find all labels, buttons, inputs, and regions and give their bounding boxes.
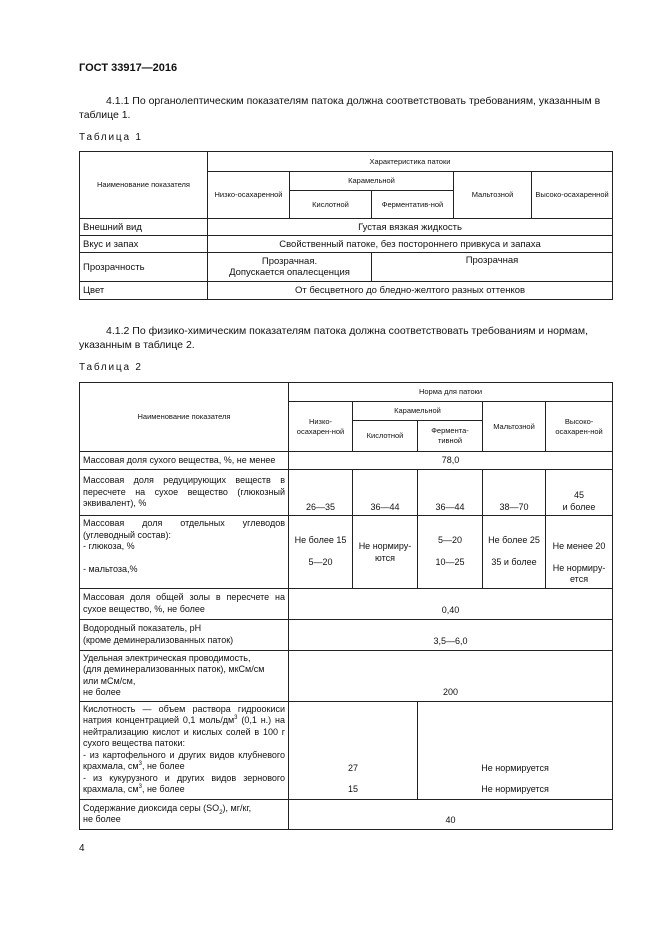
- table-row: [80, 219, 613, 236]
- table2-caption: Таблица 2: [79, 362, 143, 373]
- t1-row-value: [208, 253, 372, 282]
- t2-cell-line: и более: [562, 501, 596, 512]
- t2-row-value: 3,5—6,0: [289, 619, 613, 650]
- t2-cell: [483, 516, 546, 589]
- t2-cell-line: Не нормиру-: [358, 541, 412, 551]
- t2-row-value: 200: [289, 650, 613, 701]
- t1-row-name: Внешний вид: [80, 219, 208, 236]
- t2-header-caramel: Карамельной: [353, 402, 483, 421]
- t2-cell: [418, 516, 483, 589]
- t1-header-acid: Кислотной: [290, 191, 372, 219]
- t2-cell-line: Не менее 20: [552, 541, 606, 551]
- t1-header-maltose: Мальтозной: [454, 172, 532, 219]
- t2-name-line: - из картофельного и других видов клубневого крахмала, $см^3$, не более: [83, 749, 285, 771]
- t2-name-part: Кислотность — объем раствора гидроокиси натрия концентрацией 0,1 моль/дм: [83, 703, 285, 725]
- t2-cell: [289, 516, 353, 589]
- t1-row-name: Прозрачность: [80, 253, 208, 282]
- t2-row-name: Массовая доля сухого вещества, %, не менее: [80, 452, 289, 470]
- t1-header-low: Низко-осахаренной: [208, 172, 290, 219]
- t2-cell: [289, 701, 418, 799]
- t2-name-line: (для деминерализованных паток), мкСм/см: [83, 664, 265, 674]
- t2-cell: 36—44: [418, 470, 483, 516]
- t2-row-name: [80, 516, 289, 589]
- t2-cell: [418, 701, 613, 799]
- t2-name-line: - из кукурузного и других видов зернового крахмала, $см^3$, не более: [83, 772, 285, 794]
- t2-cell-line: ется: [569, 574, 589, 584]
- t1-row-value: От бесцветного до бледно-желтого разных оттенков: [208, 282, 613, 300]
- t2-cell-line: Не более 25: [488, 534, 540, 545]
- table-row: [80, 470, 613, 516]
- document-header: ГОСТ 33917—2016: [79, 62, 178, 74]
- table-row: [80, 282, 613, 300]
- t2-superscript: 3: [234, 715, 238, 721]
- t2-name-line: Удельная электрическая проводимость,: [83, 652, 251, 663]
- t2-cell: 36—44: [353, 470, 418, 516]
- table-row: [80, 253, 613, 282]
- table-row: [80, 701, 613, 799]
- t2-cell-line: Не нормируется: [481, 784, 549, 794]
- t2-cell-line: 5—20: [308, 557, 333, 568]
- t1-row-name: Вкус и запах: [80, 236, 208, 253]
- t2-cell-line: Не более 15: [294, 534, 347, 545]
- t1-row-name: Цвет: [80, 282, 208, 300]
- t1-row-value: Прозрачная: [372, 253, 613, 282]
- t2-name-line: или мСм/см,: [83, 675, 136, 686]
- table-row: [80, 588, 613, 619]
- table-row: [80, 619, 613, 650]
- t2-cell-line: 15: [347, 784, 358, 794]
- t2-name-line: - мальтоза,%: [83, 563, 138, 574]
- table-row: [80, 799, 613, 829]
- t2-row-value: 0,40: [289, 588, 613, 619]
- t2-row-value: 78,0: [289, 452, 613, 470]
- t2-name-line: - глюкоза, %: [83, 541, 135, 551]
- t1-value-line: Допускается опалесценция: [229, 267, 350, 278]
- table1-caption: Таблица 1: [79, 132, 143, 143]
- t2-cell-line: 10—25: [435, 557, 465, 568]
- t2-header-low: Низко-осахарен-ной: [289, 402, 353, 452]
- t2-row-name: [80, 650, 289, 701]
- t1-row-value: Свойственный патоке, без постороннего привкуса и запаха: [208, 236, 613, 253]
- table-row: [80, 516, 613, 589]
- table-2: [79, 382, 613, 830]
- t2-subscript: 2: [219, 809, 223, 816]
- t1-row-value: Густая вязкая жидкость: [208, 219, 613, 236]
- t2-cell-line: Не нормируется: [481, 762, 549, 773]
- t1-header-high: Высоко-осахаренной: [532, 172, 613, 219]
- t2-cell-line: Не нормиру-: [552, 562, 606, 573]
- t2-row-name: Массовая доля общей золы в пересчете на сухое вещество, %, не более: [80, 588, 289, 619]
- table-row: [80, 452, 613, 470]
- t2-header-enzyme: Фермента-тивной: [418, 421, 483, 452]
- table-1: [79, 151, 613, 300]
- t2-name-line: (углеводный состав):: [83, 529, 171, 540]
- paragraph-4-1-1: 4.1.1 По органолептическим показателям патока должна соответствовать требованиям, указанным в таблице 1.: [79, 95, 601, 121]
- t2-name-line: Массовая доля отдельных углеводов: [83, 518, 285, 528]
- t2-name-line: не более: [83, 687, 121, 697]
- t2-header-norm: Норма для патоки: [289, 383, 613, 402]
- t2-cell: 26—35: [289, 470, 353, 516]
- t2-cell-line: 5—20: [437, 534, 463, 545]
- page-number: 4: [79, 843, 85, 854]
- t2-row-name: Массовая доля редуцирующих веществ в пересчете на сухое вещество (глюкозный эквивалент), %: [80, 470, 289, 516]
- t2-header-high: Высоко-осахарен-ной: [546, 402, 613, 452]
- t2-superscript: 3: [138, 761, 142, 767]
- t2-name-line: не более: [83, 814, 121, 824]
- t2-name-line: (кроме деминерализованных паток): [83, 634, 234, 645]
- t2-cell: [353, 516, 418, 589]
- t2-cell-line: 45: [574, 490, 585, 500]
- t1-header-name: Наименование показателя: [80, 152, 208, 219]
- t1-header-enzyme: Ферментатив-ной: [372, 191, 454, 219]
- t2-header-acid: Кислотной: [353, 421, 418, 452]
- t2-header-maltose: Мальтозной: [483, 402, 546, 452]
- t2-row-name: [80, 619, 289, 650]
- paragraph-4-1-2: 4.1.2 По физико-химическим показателям патока должна соответствовать требованиям и нормам, указанным в таблице 2.: [79, 325, 588, 351]
- t2-row-name: [80, 799, 289, 829]
- t2-header-name: Наименование показателя: [80, 383, 289, 452]
- t1-value-line: Прозрачная.: [261, 256, 318, 267]
- t2-superscript: 3: [138, 784, 142, 790]
- table-row: [80, 650, 613, 701]
- t1-header-characteristic: Характеристика патоки: [208, 152, 613, 172]
- t2-cell-line: 27: [347, 762, 358, 773]
- t2-row-name: [80, 701, 289, 799]
- t2-name-line: Содержание диоксида серы $(SO_2)$, мг/кг,: [83, 802, 252, 816]
- t2-name-line: Водородный показатель, pH: [83, 623, 202, 633]
- t2-cell: [546, 516, 613, 589]
- t2-cell: [546, 470, 613, 516]
- t2-cell-line: 35 и более: [491, 557, 537, 568]
- t2-cell-line: ются: [375, 552, 395, 563]
- t1-header-caramel: Карамельной: [290, 172, 454, 191]
- t2-name-part: (0,1 н.) на нейтрализацию кислот и кислых солей в 100 г сухого вещества патоки:: [83, 715, 285, 748]
- table-row: [80, 236, 613, 253]
- t2-cell: 38—70: [483, 470, 546, 516]
- t2-row-value: 40: [289, 799, 613, 829]
